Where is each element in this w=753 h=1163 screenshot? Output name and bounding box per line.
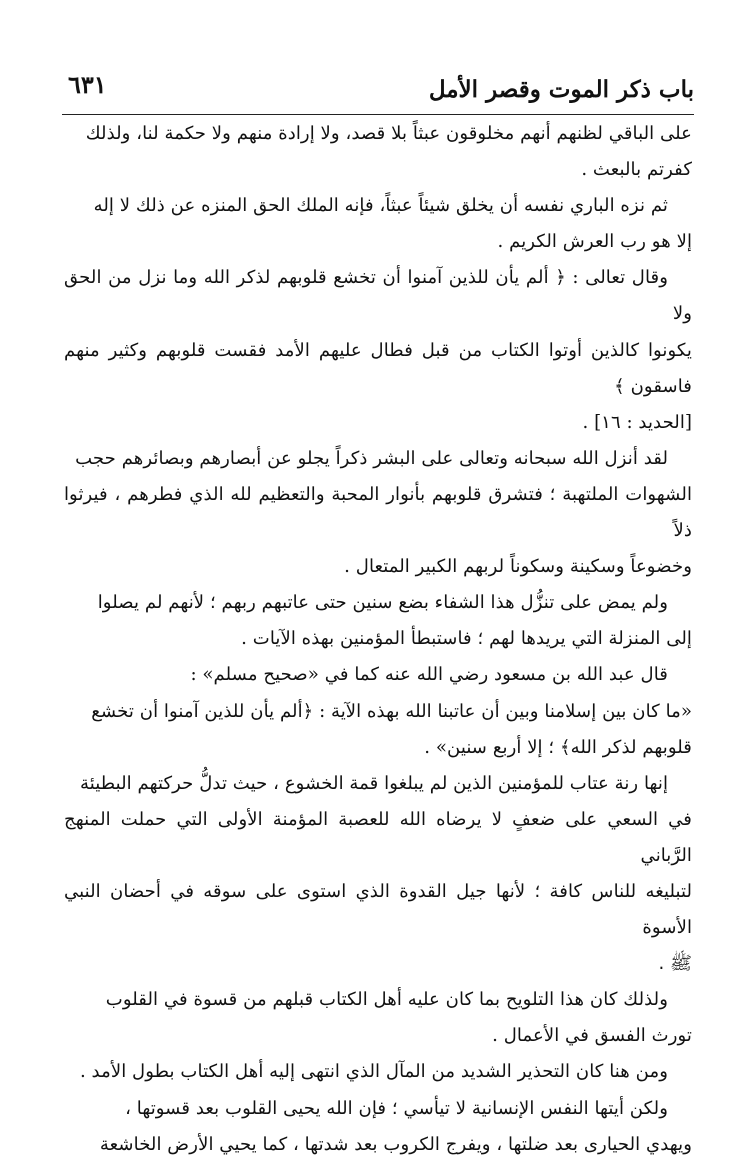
text-line: يكونوا كالذين أوتوا الكتاب من قبل فطال عليهم الأمد فقست قلوبهم وكثير منهم فاسقون ﴾ (64, 339, 692, 397)
paragraph (64, 657, 692, 693)
text-line: قال عبد الله بن مسعود رضي الله عنه كما في «صحيح مسلم» : (190, 664, 668, 686)
text-line: في السعي على ضعفٍ لا يرضاه الله للعصبة المؤمنة الأولى التي حملت المنهج الرَّباني (64, 808, 692, 866)
paragraph (64, 982, 692, 1054)
quran-verse-paragraph (64, 260, 692, 440)
text-line: ثم نزه الباري نفسه أن يخلق شيئاً عبثاً، فإنه الملك الحق المنزه عن ذلك لا إله (93, 195, 668, 217)
paragraph (64, 1091, 692, 1163)
text-line: تورث الفسق في الأعمال . (492, 1025, 692, 1047)
chapter-title: باب ذكر الموت وقصر الأمل (428, 76, 694, 103)
paragraph (64, 188, 692, 260)
text-line: إنها رنة عتاب للمؤمنين الذين لم يبلغوا قمة الخشوع ، حيث تدلُّ حركتهم البطيئة (79, 772, 668, 794)
text-line: «ما كان بين إسلامنا وبين أن عاتبنا الله بهذه الآية : ﴿ألم يأن للذين آمنوا أن تخشع (91, 700, 692, 722)
text-line: ولم يمض على تنزُّل هذا الشفاء بضع سنين حتى عاتبهم ربهم ؛ لأنهم لم يصلوا (97, 592, 668, 614)
text-line: وخضوعاً وسكينة وسكوناً لربهم الكبير المتعال . (344, 556, 692, 578)
text-line: إلا هو رب العرش الكريم . (497, 231, 692, 253)
salawat-mark: ﷺ . (658, 953, 692, 975)
text-line: وقال تعالى : ﴿ ألم يأن للذين آمنوا أن تخشع قلوبهم لذكر الله وما نزل من الحق ولا (64, 267, 692, 325)
paragraph (64, 1054, 692, 1090)
text-line: ولذلك كان هذا التلويح بما كان عليه أهل الكتاب قبلهم من قسوة في القلوب (105, 989, 668, 1011)
text-line: ولكن أيتها النفس الإنسانية لا تيأسي ؛ فإن الله يحيى القلوب بعد قسوتها ، (125, 1097, 668, 1119)
paragraph (64, 441, 692, 585)
text-line: إلى المنزلة التي يريدها لهم ؛ فاستبطأ المؤمنين بهذه الآيات . (241, 628, 692, 650)
paragraph (64, 116, 692, 188)
text-line: على الباقي لظنهم أنهم مخلوقون عبثاً بلا قصد، ولا إرادة منهم ولا حكمة لنا، ولذلك (85, 123, 692, 144)
verse-reference: [الحديد : ١٦] . (582, 411, 692, 433)
text-line: الشهوات الملتهبة ؛ فتشرق قلوبهم بأنوار المحبة والتعظيم لله الذي فطرهم ، فيرثوا ذلاً (64, 483, 692, 542)
page-header (62, 62, 694, 115)
paragraph (64, 585, 692, 657)
text-line: قلوبهم لذكر الله﴾ ؛ إلا أربع سنين» . (424, 736, 692, 758)
hadith-quote (64, 694, 692, 766)
text-line: ويهدي الحيارى بعد ضلتها ، ويفرج الكروب بعد شدتها ، كما يحيي الأرض الخاشعة (99, 1133, 692, 1155)
text-line: ومن هنا كان التحذير الشديد من المآل الذي انتهى إليه أهل الكتاب بطول الأمد . (79, 1061, 668, 1083)
paragraph (64, 766, 692, 983)
text-line: كفرتم بالبعث . (581, 159, 692, 181)
page-body (64, 116, 692, 1163)
text-line: لقد أنزل الله سبحانه وتعالى على البشر ذكراً يجلو عن أبصارهم وبصائرهم حجب (75, 447, 668, 469)
text-line: لتبليغه للناس كافة ؛ لأنها جيل القدوة الذي استوى على سوقه في أحضان النبي الأسوة (64, 880, 692, 939)
page-number: ٦٣١ (68, 70, 107, 99)
